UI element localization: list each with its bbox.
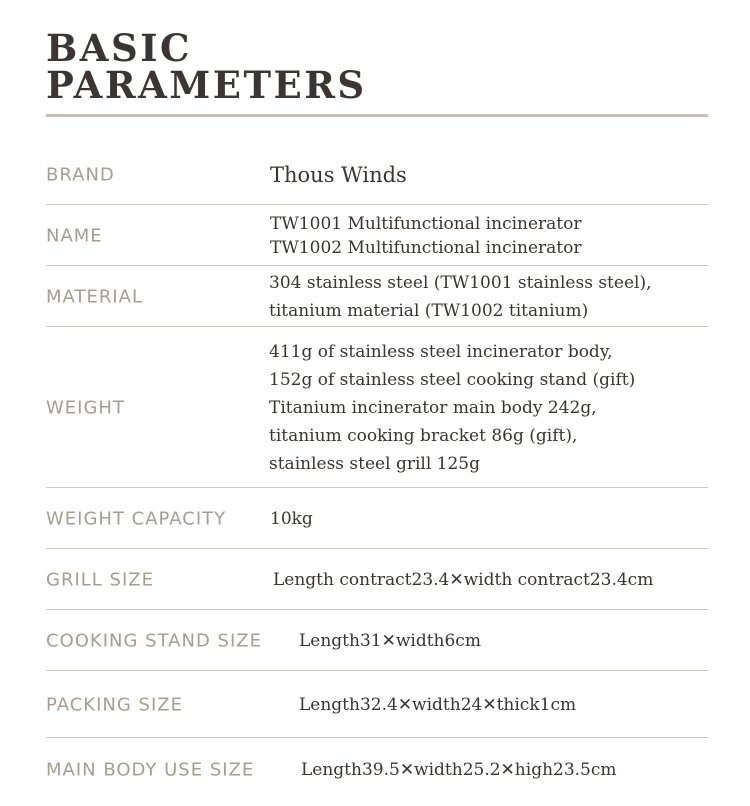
param-value-line: Titanium incinerator main body 242g, [269, 397, 597, 418]
param-value-line: titanium material (TW1002 titanium) [269, 300, 589, 321]
param-label: WEIGHT [46, 397, 125, 418]
param-label: MATERIAL [46, 286, 143, 307]
page-title [46, 26, 367, 107]
param-value-line: 411g of stainless steel incinerator body, [269, 341, 613, 362]
param-value-line: titanium cooking bracket 86g (gift), [269, 425, 578, 446]
title-line-1: BASIC [46, 26, 192, 70]
param-value-line: 304 stainless steel (TW1001 stainless steel), [269, 272, 652, 293]
param-label: PACKING SIZE [46, 694, 183, 715]
param-label: WEIGHT CAPACITY [46, 508, 227, 529]
param-label: COOKING STAND SIZE [46, 630, 262, 651]
param-value: Length contract23.4✕width contract23.4cm [273, 569, 654, 590]
param-row-weight [46, 327, 708, 488]
param-value-line: stainless steel grill 125g [269, 453, 480, 474]
param-value: 10kg [270, 508, 313, 529]
param-value: Length39.5✕width25.2✕high23.5cm [301, 760, 617, 780]
param-label: GRILL SIZE [46, 569, 154, 590]
param-row-material [46, 266, 708, 327]
param-value: Length32.4✕width24✕thick1cm [299, 694, 577, 715]
title-divider [46, 114, 708, 117]
param-value-line: 152g of stainless steel cooking stand (gift) [269, 369, 636, 390]
param-row-main-body-use-size [46, 738, 708, 802]
param-value [270, 212, 582, 260]
param-row-name [46, 205, 708, 266]
param-value: Thous Winds [270, 163, 407, 187]
param-value [269, 269, 651, 325]
param-label: NAME [46, 225, 103, 246]
param-row-weight-capacity [46, 488, 708, 549]
param-row-grill-size [46, 549, 708, 610]
param-row-brand [46, 145, 708, 205]
title-line-2: PARAMETERS [46, 63, 367, 107]
param-value [269, 338, 635, 478]
param-row-cooking-stand-size [46, 610, 708, 671]
param-row-packing-size [46, 671, 708, 738]
param-label: BRAND [46, 164, 115, 186]
param-label: MAIN BODY USE SIZE [46, 759, 255, 781]
param-value: Length31✕width6cm [299, 630, 481, 651]
param-value-line: TW1001 Multifunctional incinerator [270, 213, 582, 234]
param-value-line: TW1002 Multifunctional incinerator [270, 237, 582, 258]
